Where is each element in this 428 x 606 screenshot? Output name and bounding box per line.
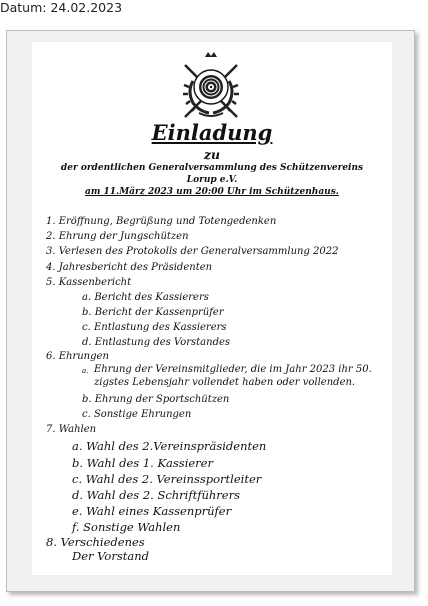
agenda-item: 3. Verlesen des Protokolls der Generalversammlung 2022	[46, 246, 339, 257]
agenda-subitem: c. Entlastung des Kassierers	[82, 322, 227, 333]
agenda-subitem: d. Wahl des 2. Schriftführers	[72, 488, 240, 502]
agenda-item: 7. Wahlen	[46, 424, 97, 435]
agenda-item: 1. Eröffnung, Begrüßung und Totengedenken	[46, 216, 277, 227]
agenda-item: 5. Kassenbericht	[46, 277, 132, 288]
invitation-title: Einladung	[151, 120, 273, 145]
agenda-subitem: c. Sonstige Ehrungen	[82, 409, 192, 420]
agenda-subitem: d. Entlastung des Vorstandes	[82, 337, 231, 348]
subtitle-line-1: der ordentlichen Generalversammlung des Schützenvereins	[60, 163, 364, 173]
shooting-club-emblem-icon	[179, 51, 243, 121]
agenda-item: 4. Jahresbericht des Präsidenten	[46, 262, 213, 273]
agenda-subitem: f. Sonstige Wahlen	[72, 520, 181, 534]
agenda-subitem: c. Wahl des 2. Vereinssportleiter	[72, 472, 262, 486]
invitation-page	[32, 42, 392, 575]
signature-line: Der Vorstand	[72, 549, 149, 563]
title-connector: zu	[203, 147, 221, 162]
agenda-item: 2. Ehrung der Jungschützen	[46, 231, 189, 242]
agenda-subitem: Ehrung der Vereinsmitglieder, die im Jahr 2023 ihr 50.	[94, 364, 372, 375]
agenda-subitem-marker: a.	[82, 367, 89, 375]
agenda-subitem: a. Bericht des Kassierers	[82, 292, 209, 303]
agenda-subitem: b. Bericht der Kassenprüfer	[82, 307, 224, 318]
document-frame	[6, 30, 415, 592]
agenda-item: 6. Ehrungen	[46, 351, 109, 362]
date-label: Datum: 24.02.2023	[0, 0, 123, 15]
agenda-subitem: b. Wahl des 1. Kassierer	[72, 456, 213, 470]
agenda-subitem-continued: zigstes Lebensjahr vollendet haben oder vollenden.	[94, 377, 356, 388]
subtitle-date-line: am 11.März 2023 um 20:00 Uhr im Schützenhaus.	[85, 187, 339, 197]
subtitle-line-2: Lorup e.V.	[186, 175, 238, 185]
agenda-subitem: e. Wahl eines Kassenprüfer	[72, 504, 232, 518]
agenda-item: 8. Verschiedenes	[46, 535, 145, 549]
agenda-subitem: b. Ehrung der Sportschützen	[82, 394, 230, 405]
agenda-subitem: a. Wahl des 2.Vereinspräsidenten	[72, 439, 267, 453]
